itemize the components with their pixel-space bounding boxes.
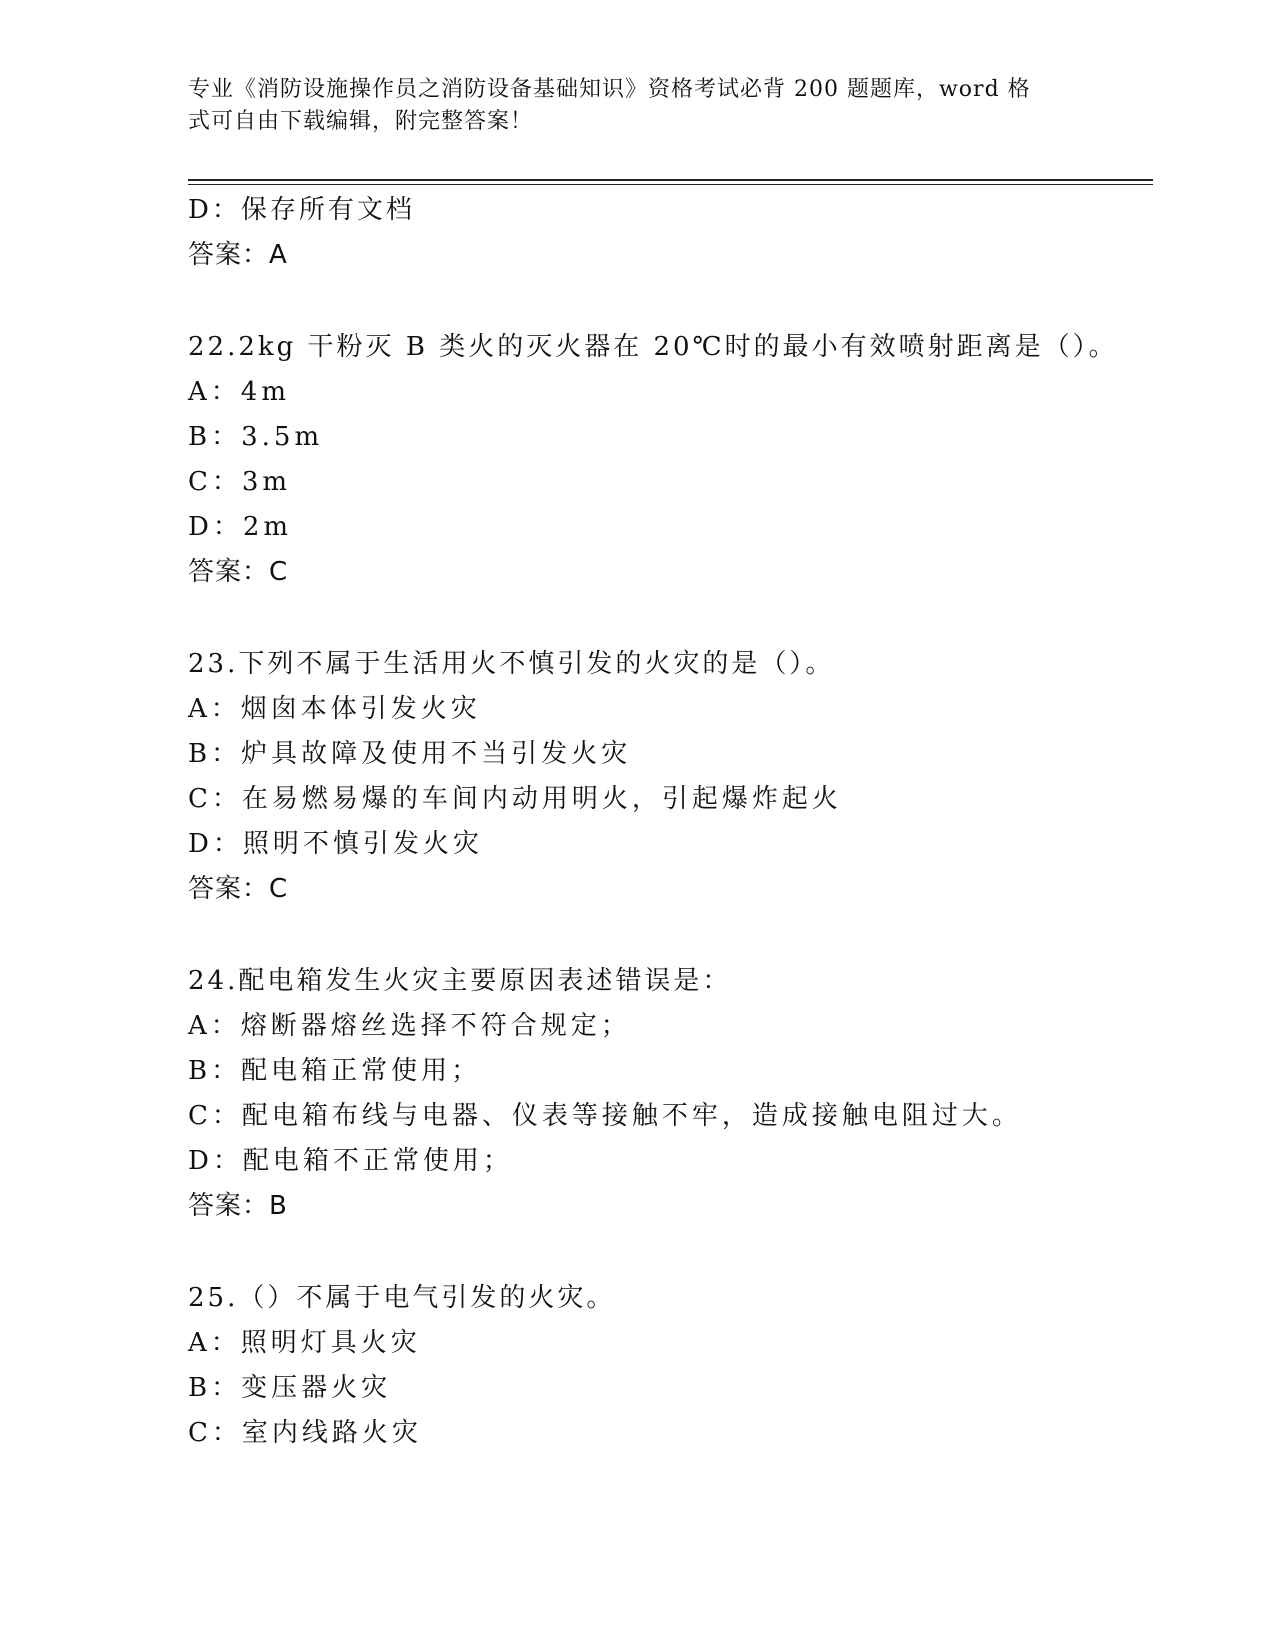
option-c: C：在易燃易爆的车间内动用明火，引起爆炸起火 (188, 784, 842, 814)
option-d: D：配电箱不正常使用； (188, 1146, 513, 1176)
question-stem: 23.下列不属于生活用火不慎引发的火灾的是（）。 (188, 649, 835, 679)
option-a: A：4m (188, 377, 290, 407)
header-line-2: 式可自由下载编辑，附完整答案！ (188, 109, 534, 134)
document-header (188, 74, 1068, 138)
question-23 (188, 642, 1153, 912)
option-b: B：变压器火灾 (188, 1373, 392, 1403)
option-a: A：烟囱本体引发火灾 (188, 694, 481, 724)
answer-line: 答案：C (188, 874, 289, 904)
question-list (188, 188, 1153, 1456)
option-b: B：配电箱正常使用； (188, 1056, 482, 1086)
option-d: D：照明不慎引发火灾 (188, 829, 483, 859)
question-stem: 22.2kg 干粉灭 B 类火的灭火器在 20℃时的最小有效喷射距离是（）。 (188, 332, 1118, 362)
option-d: D：保存所有文档 (188, 195, 415, 225)
option-c: C：室内线路火灾 (188, 1418, 422, 1448)
answer-line: 答案：B (188, 1191, 288, 1221)
option-b: B：炉具故障及使用不当引发火灾 (188, 739, 632, 769)
question-stem: 24.配电箱发生火灾主要原因表述错误是： (188, 966, 732, 996)
option-b: B：3.5m (188, 422, 324, 452)
option-a: A：熔断器熔丝选择不符合规定； (188, 1011, 631, 1041)
question-25 (188, 1276, 1153, 1456)
option-c: C：3m (188, 467, 292, 497)
option-c: C：配电箱布线与电器、仪表等接触不牢，造成接触电阻过大。 (188, 1101, 1022, 1131)
question-22 (188, 325, 1153, 595)
option-a: A：照明灯具火灾 (188, 1328, 421, 1358)
answer-line: 答案：A (188, 240, 288, 270)
header-line-1: 专业《消防设施操作员之消防设备基础知识》资格考试必背 200 题题库，word 格 (188, 77, 1031, 102)
answer-line: 答案：C (188, 557, 289, 587)
header-divider-thick (188, 179, 1153, 181)
question-21-tail (188, 188, 1153, 278)
question-24 (188, 959, 1153, 1229)
question-stem: 25.（）不属于电气引发的火灾。 (188, 1283, 616, 1313)
option-d: D：2m (188, 512, 293, 542)
header-divider-thin (188, 184, 1153, 185)
